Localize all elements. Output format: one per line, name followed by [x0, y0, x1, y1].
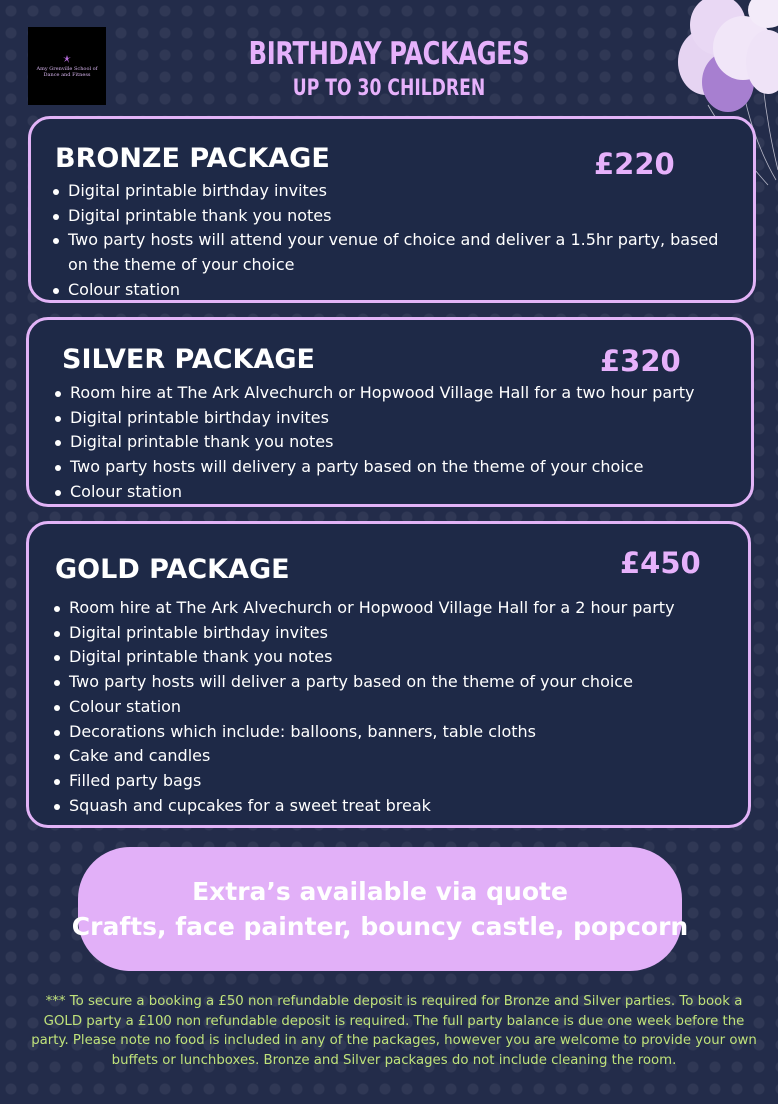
list-item: Cake and candles — [54, 744, 744, 769]
package-name: SILVER PACKAGE — [62, 344, 315, 375]
list-item: Digital printable birthday invites — [54, 621, 744, 646]
page-title: BIRTHDAY PACKAGES — [248, 36, 530, 72]
list-item: Decorations which include: balloons, banners, table cloths — [54, 720, 744, 745]
list-item: Colour station — [54, 695, 744, 720]
extras-banner — [71, 847, 689, 971]
list-item: Two party hosts will deliver a party based on the theme of your choice — [54, 670, 744, 695]
booking-terms: *** To secure a booking a £50 non refundable deposit is required for Bronze and Silver parties. To book a GOLD party a £100 non refundable deposit is required. The full party balance is due one week before the party. Please note no food is included in any of the packages, however you are welcome to provide your own buffets or lunchboxes. Bronze and Silver packages do not include cleaning the room. — [31, 994, 757, 1068]
extras-heading: Extra’s available via quote — [192, 877, 568, 906]
list-item: Digital printable thank you notes — [53, 204, 743, 229]
list-item: Digital printable thank you notes — [54, 645, 744, 670]
package-name: BRONZE PACKAGE — [55, 143, 330, 174]
package-price: £450 — [620, 546, 701, 580]
package-items — [55, 381, 745, 505]
list-item: Squash and cupcakes for a sweet treat break — [54, 794, 744, 819]
list-item: Room hire at The Ark Alvechurch or Hopwood Village Hall for a two hour party — [55, 381, 745, 406]
page-subtitle: UP TO 30 CHILDREN — [292, 76, 486, 101]
list-item: Two party hosts will attend your venue of choice and deliver a 1.5hr party, based on the theme of your choice — [53, 228, 743, 277]
list-item: Digital printable birthday invites — [55, 406, 745, 431]
list-item: Filled party bags — [54, 769, 744, 794]
list-item: Digital printable birthday invites — [53, 179, 743, 204]
dancer-icon — [62, 54, 72, 64]
package-items — [54, 596, 744, 818]
list-item: Digital printable thank you notes — [55, 430, 745, 455]
bronze-package-card — [28, 116, 756, 303]
gold-package-card — [26, 521, 751, 828]
logo-text: Amy Grenville School of Dance and Fitness — [28, 54, 106, 78]
package-items — [53, 179, 743, 303]
package-price: £320 — [600, 344, 681, 378]
list-item: Room hire at The Ark Alvechurch or Hopwood Village Hall for a 2 hour party — [54, 596, 744, 621]
extras-list: Crafts, face painter, bouncy castle, popcorn — [71, 912, 689, 941]
list-item: Two party hosts will delivery a party based on the theme of your choice — [55, 455, 745, 480]
package-name: GOLD PACKAGE — [55, 554, 290, 585]
list-item: Colour station — [55, 480, 745, 505]
silver-package-card — [26, 317, 754, 507]
list-item: Colour station — [53, 278, 743, 303]
package-price: £220 — [594, 147, 675, 181]
